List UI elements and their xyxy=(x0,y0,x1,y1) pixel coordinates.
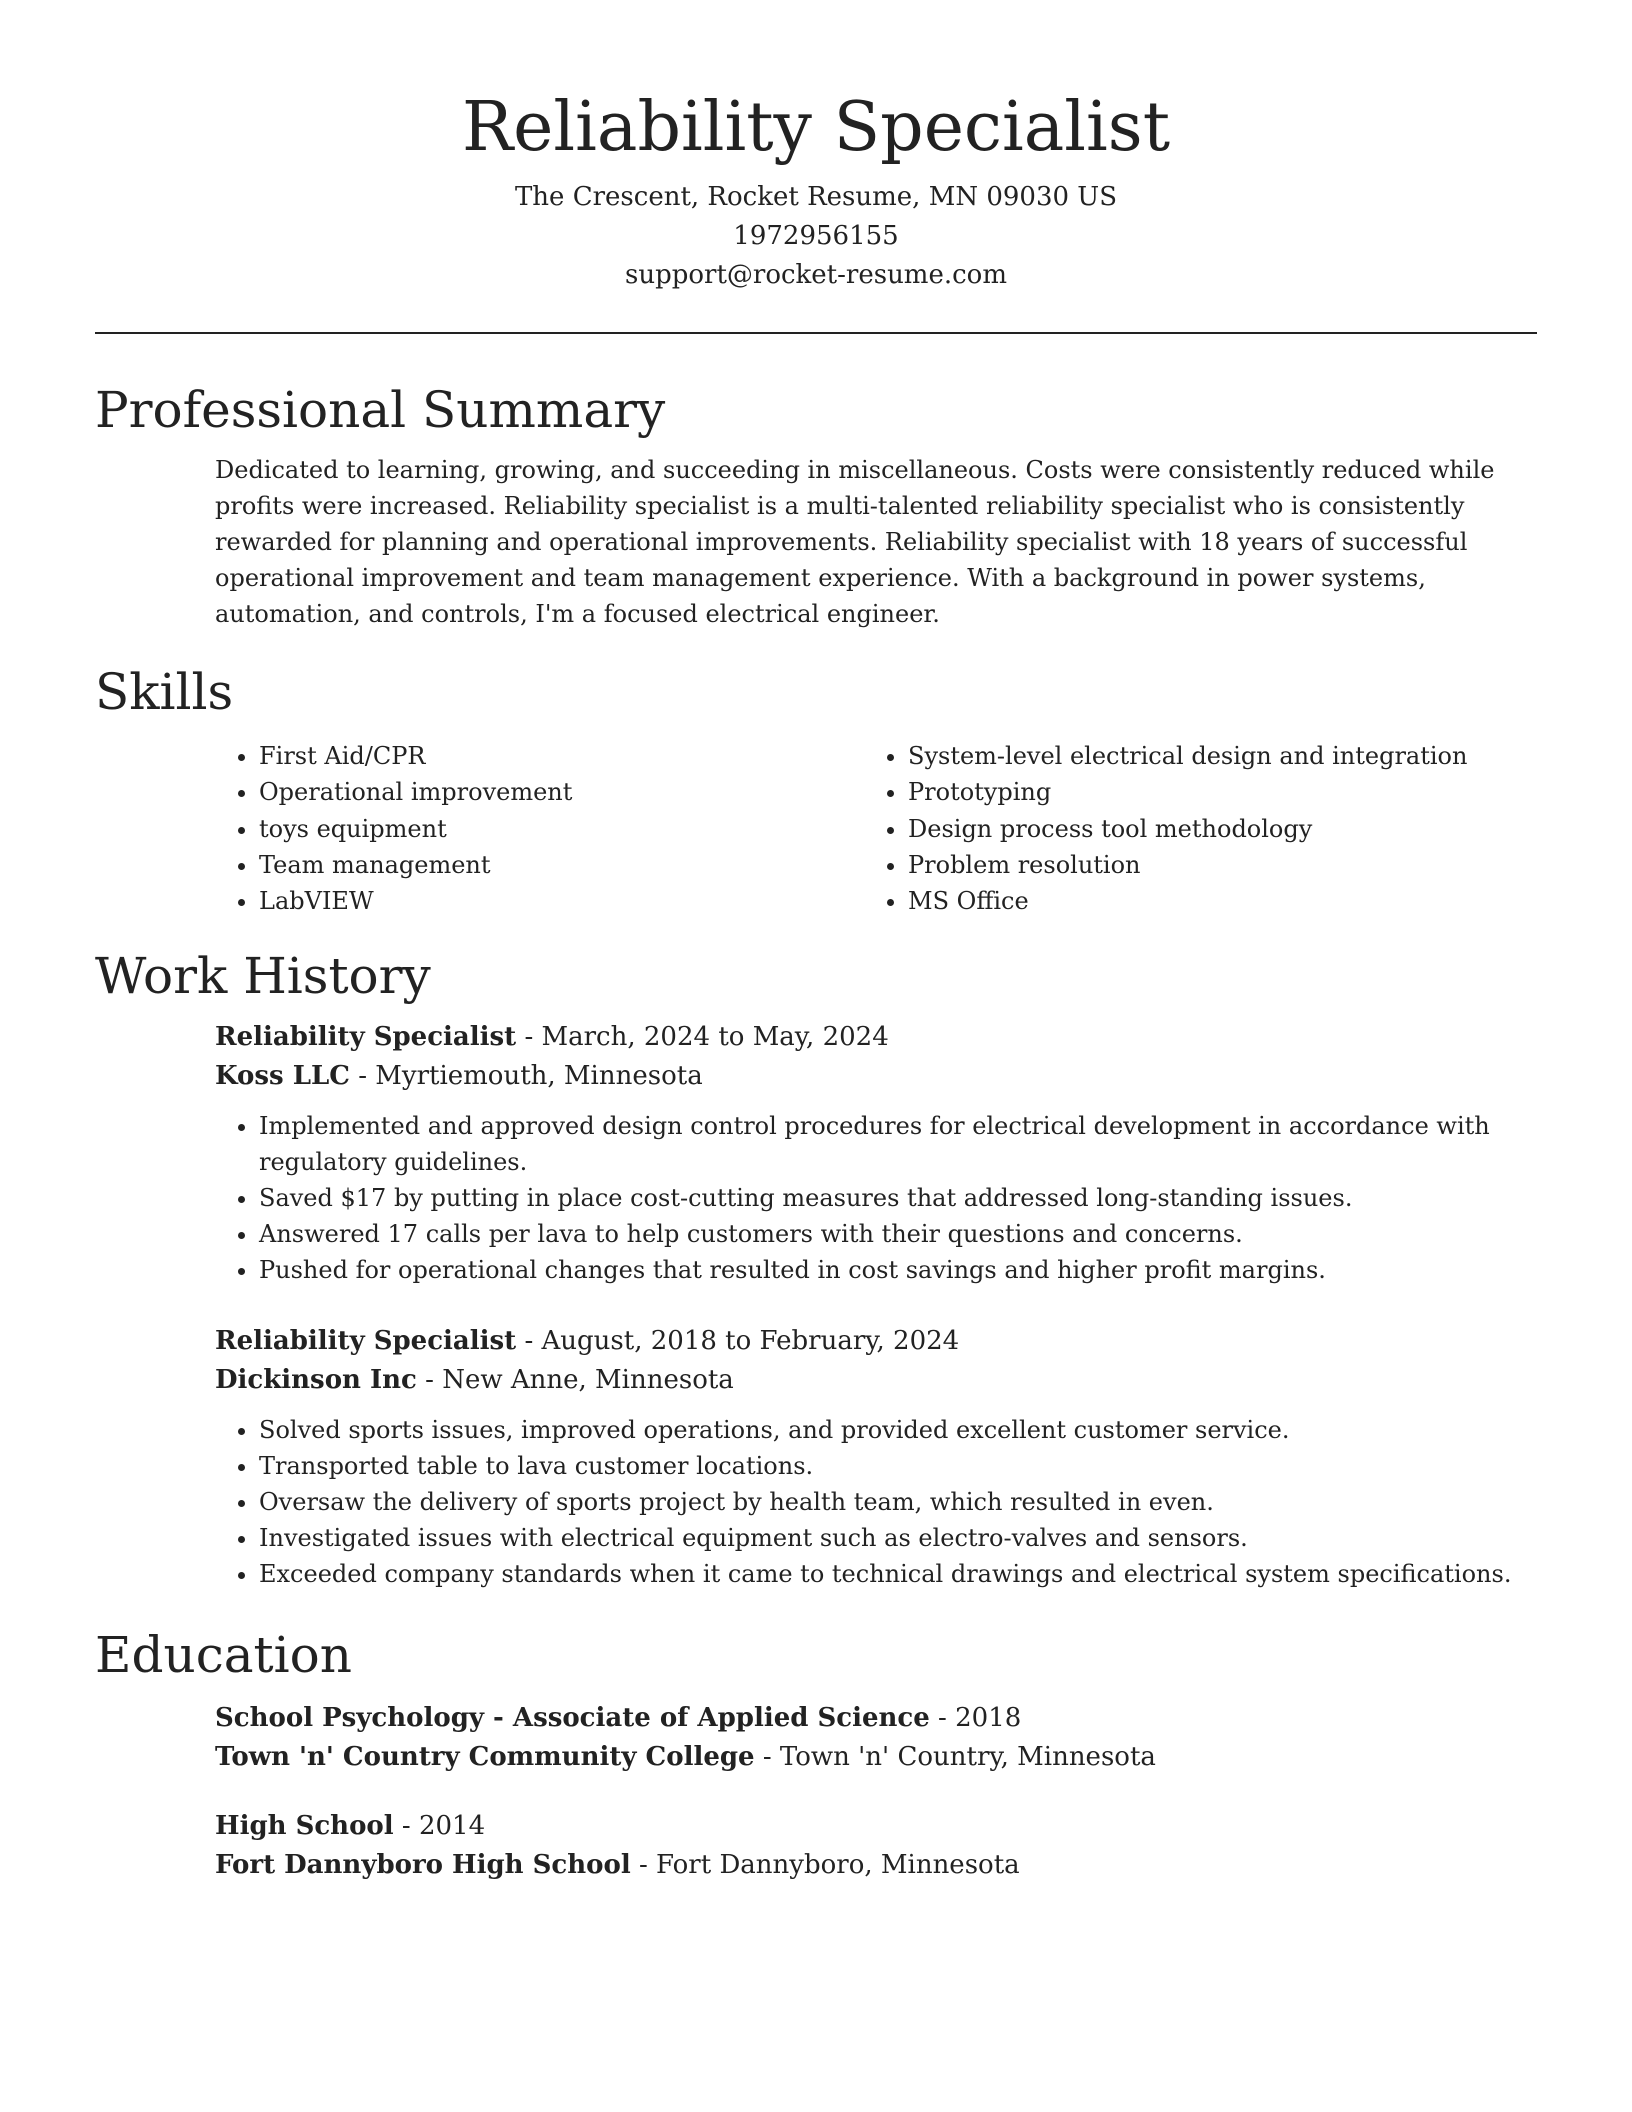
job-title: Reliability Specialist xyxy=(215,1326,517,1356)
job-bullet: • Investigated issues with electrical equipment such as electro-valves and sensors. xyxy=(259,1520,1549,1556)
job-company: Koss LLC xyxy=(215,1061,350,1091)
resume-page xyxy=(95,0,1537,1880)
education-location: - Town 'n' Country, Minnesota xyxy=(754,1742,1156,1772)
job-bullet: • Answered 17 calls per lava to help customers with their questions and concerns. xyxy=(259,1216,1549,1252)
skill-item: • MS Office xyxy=(908,883,1513,919)
job-dates: - August, 2018 to February, 2024 xyxy=(516,1326,960,1356)
summary-section xyxy=(95,378,1537,632)
section-title-summary: Professional Summary xyxy=(95,381,666,439)
job-bullet: • Oversaw the delivery of sports project by health team, which resulted in even. xyxy=(259,1484,1549,1520)
job-entry xyxy=(215,1322,1537,1592)
skill-item: • toys equipment xyxy=(259,811,864,847)
skills-list-right xyxy=(864,738,1513,919)
header-divider xyxy=(95,332,1537,334)
contact-address: The Crescent, Rocket Resume, MN 09030 US xyxy=(514,182,1118,212)
job-title-line xyxy=(215,1018,1537,1057)
skill-item: • System-level electrical design and integration xyxy=(908,738,1513,774)
education-location: - Fort Dannyboro, Minnesota xyxy=(630,1850,1020,1880)
skill-item: • Problem resolution xyxy=(908,847,1513,883)
skills-section xyxy=(95,660,1537,919)
skill-item: • Design process tool methodology xyxy=(908,811,1513,847)
job-bullet: • Solved sports issues, improved operations, and provided excellent customer service. xyxy=(259,1412,1549,1448)
education-degree-line xyxy=(215,1807,1537,1846)
skill-item: • LabVIEW xyxy=(259,883,864,919)
education-section xyxy=(95,1623,1537,1885)
job-title: Reliability Specialist xyxy=(215,1022,517,1052)
job-company: Dickinson Inc xyxy=(215,1365,417,1395)
job-title-line xyxy=(215,1322,1537,1361)
job-location: - New Anne, Minnesota xyxy=(416,1365,734,1395)
job-company-line xyxy=(215,1057,1537,1096)
section-title-skills: Skills xyxy=(95,663,234,721)
education-entry xyxy=(215,1699,1537,1777)
education-school-line xyxy=(215,1738,1537,1777)
education-degree: High School xyxy=(215,1811,394,1841)
job-bullet: • Transported table to lava customer locations. xyxy=(259,1448,1549,1484)
job-bullet: • Implemented and approved design control procedures for electrical development in accordance with regulatory guidelines. xyxy=(259,1108,1549,1180)
section-title-education: Education xyxy=(95,1626,352,1684)
job-entry xyxy=(215,1018,1537,1288)
skills-grid xyxy=(215,738,1537,919)
job-dates: - March, 2024 to May, 2024 xyxy=(516,1022,889,1052)
job-bullet: • Saved $17 by putting in place cost-cutting measures that addressed long-standing issues. xyxy=(259,1180,1549,1216)
skills-list-left xyxy=(215,738,864,919)
education-year: - 2014 xyxy=(393,1811,486,1841)
skill-item: • Team management xyxy=(259,847,864,883)
work-history-section xyxy=(95,944,1537,1592)
contact-email: support@rocket-resume.com xyxy=(624,260,1007,290)
education-degree-line xyxy=(215,1699,1537,1738)
job-bullets xyxy=(215,1108,1549,1288)
job-bullet: • Pushed for operational changes that resulted in cost savings and higher profit margins. xyxy=(259,1252,1549,1288)
education-entry xyxy=(215,1807,1537,1885)
contact-block xyxy=(95,178,1537,295)
education-school: Town 'n' Country Community College xyxy=(215,1742,755,1772)
job-location: - Myrtiemouth, Minnesota xyxy=(349,1061,703,1091)
education-year: - 2018 xyxy=(929,1703,1022,1733)
job-bullet: • Exceeded company standards when it came to technical drawings and electrical system specifications. xyxy=(259,1556,1549,1592)
section-title-work: Work History xyxy=(95,947,431,1005)
skill-item: • First Aid/CPR xyxy=(259,738,864,774)
job-bullets xyxy=(215,1412,1549,1592)
summary-text: Dedicated to learning, growing, and succeeding in miscellaneous. Costs were consistently reduced while profits were increased. Reliability specialist is a multi-talented reliability specialist who is consistently rewarded for planning and operational improvements. Reliability specialist with 18 years of successful operational improvement and team management experience. With a background in power systems, automation, and controls, I'm a focused electrical engineer. xyxy=(215,456,1495,628)
education-school: Fort Dannyboro High School xyxy=(215,1850,631,1880)
skill-item: • Prototyping xyxy=(908,774,1513,810)
skill-item: • Operational improvement xyxy=(259,774,864,810)
candidate-name: Reliability Specialist xyxy=(461,88,1171,167)
education-school-line xyxy=(215,1846,1537,1885)
resume-header xyxy=(95,0,1537,334)
job-company-line xyxy=(215,1361,1537,1400)
education-degree: School Psychology - Associate of Applied Science xyxy=(215,1703,930,1733)
contact-phone: 1972956155 xyxy=(733,221,899,251)
